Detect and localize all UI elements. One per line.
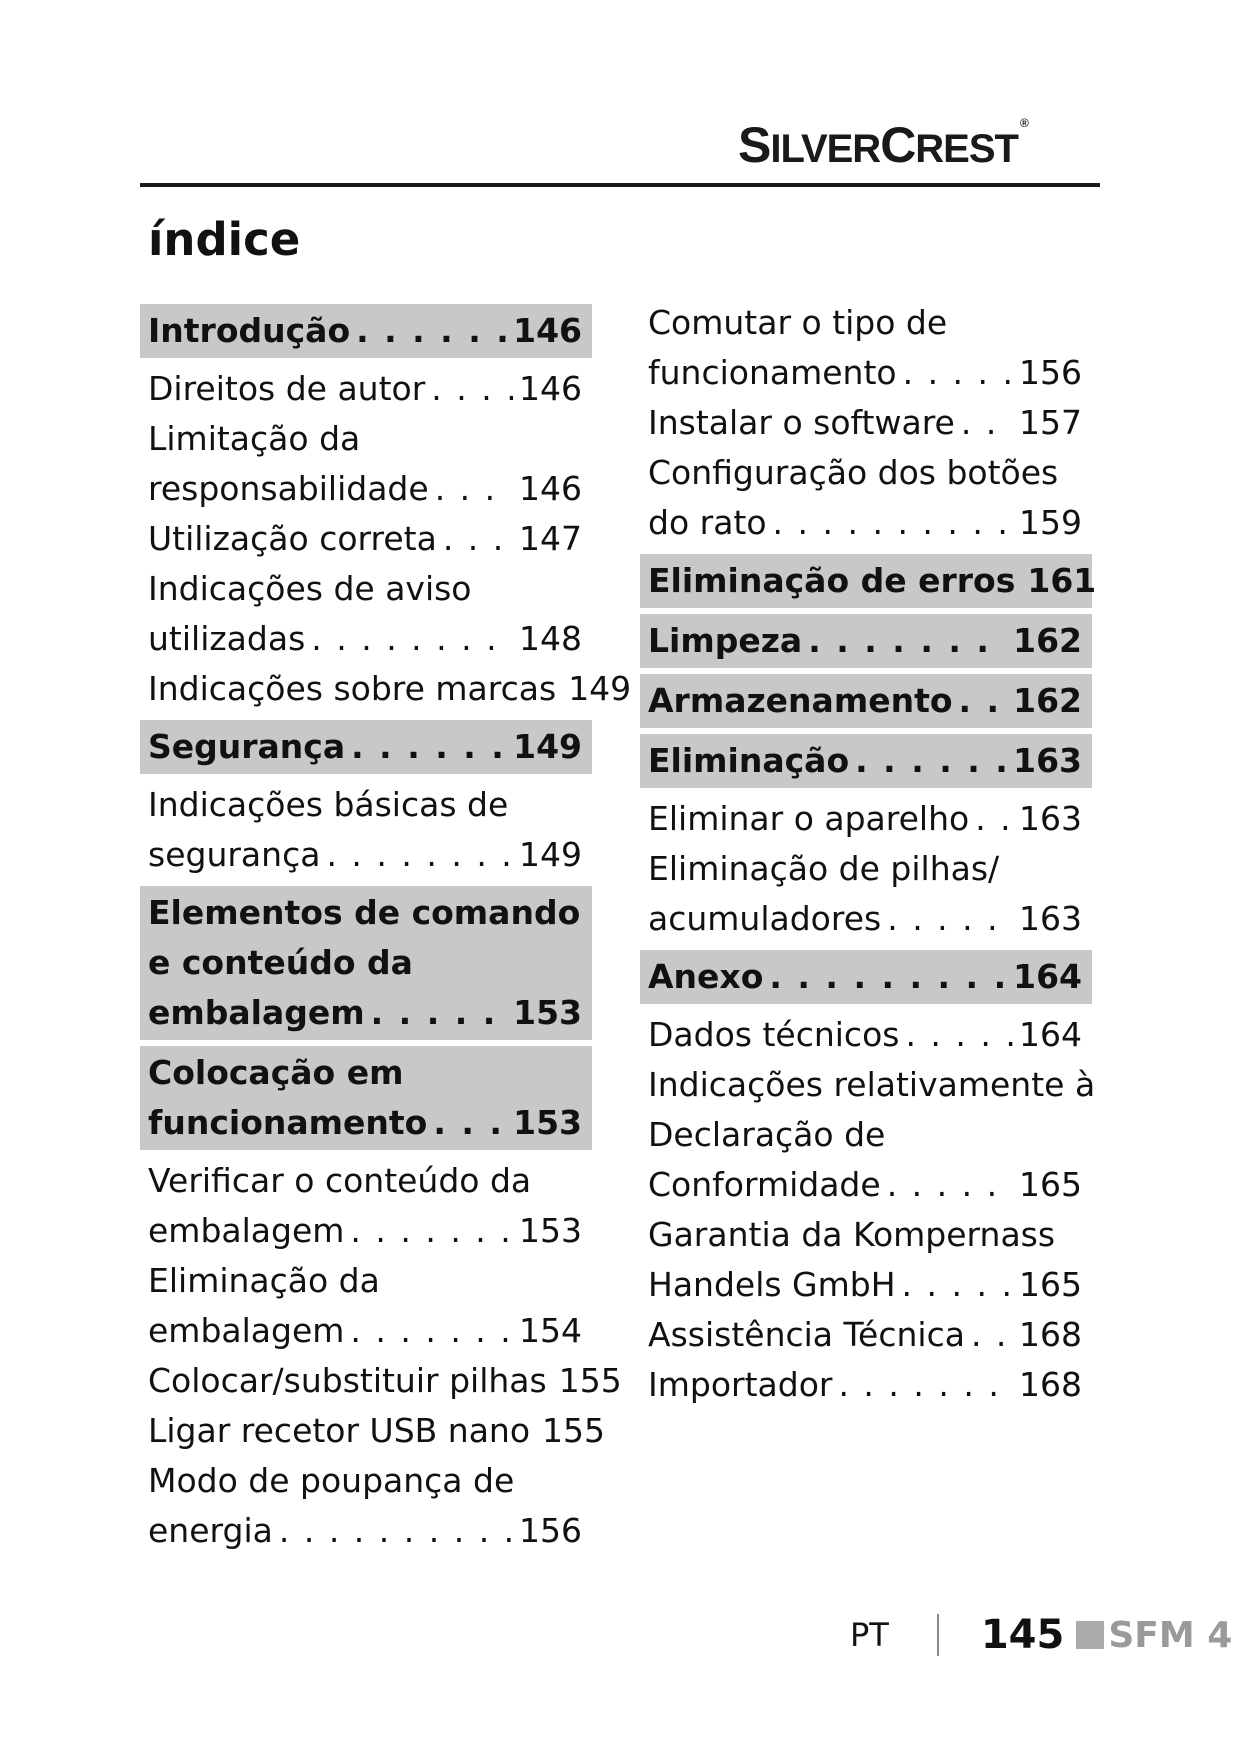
toc-line <box>148 1098 582 1148</box>
toc-line <box>148 830 582 880</box>
toc-entry-text: Utilização correta <box>148 519 437 558</box>
toc-line <box>648 1160 1082 1210</box>
header-rule <box>140 183 1100 187</box>
page-number: 145 <box>980 1612 1065 1658</box>
registered-mark: ® <box>1019 116 1028 130</box>
toc-entry-text: Colocar/substituir pilhas <box>148 1361 547 1400</box>
toc-subsection <box>640 1060 1096 1210</box>
toc-line <box>648 676 1082 726</box>
language-code: PT <box>850 1616 889 1654</box>
toc-entry-text: energia <box>148 1511 273 1550</box>
brand-letter: C <box>880 117 916 173</box>
toc-entry-text: acumuladores <box>648 899 882 938</box>
toc-page-number: 149 <box>519 835 582 874</box>
toc-section <box>640 614 1092 668</box>
dot-leader <box>887 894 1013 944</box>
toc-page-number: 146 <box>519 469 582 508</box>
toc-entry-text: Assistência Técnica <box>648 1315 965 1354</box>
toc-entry-text: Eliminação <box>648 741 850 780</box>
dot-leader <box>905 1010 1013 1060</box>
toc-line <box>148 888 582 938</box>
toc-line <box>148 514 582 564</box>
toc-subsection <box>140 564 592 664</box>
toc-subsection <box>640 448 1092 548</box>
toc-entry-text: funcionamento <box>148 1103 428 1142</box>
dot-leader <box>311 614 513 664</box>
dot-leader <box>961 398 1013 448</box>
toc-entry-text: Ligar recetor USB nano <box>148 1411 531 1450</box>
brand-logo <box>738 116 1028 174</box>
toc-line <box>148 988 582 1038</box>
toc-subsection <box>140 1156 592 1256</box>
toc-line <box>148 1506 582 1556</box>
toc-line <box>148 614 582 664</box>
toc-line <box>648 1010 1082 1060</box>
toc-section <box>140 1046 592 1150</box>
toc-section <box>140 720 592 774</box>
toc-subsection <box>140 364 592 414</box>
toc-page-number: 159 <box>1019 503 1082 542</box>
dot-leader <box>887 1160 1013 1210</box>
toc-subsection <box>140 780 592 880</box>
toc-entry-text: Garantia da Kompernass <box>648 1215 1056 1254</box>
toc-subsection <box>640 1310 1092 1360</box>
page-title: índice <box>148 213 301 266</box>
dot-leader <box>431 364 513 414</box>
toc-subsection <box>640 1010 1092 1060</box>
toc-line <box>148 664 632 714</box>
toc-entry-text: Comutar o tipo de <box>648 303 948 342</box>
toc-subsection <box>640 844 1092 944</box>
toc-page-number: 147 <box>519 519 582 558</box>
toc-page-number: 168 <box>1019 1315 1082 1354</box>
toc-page-number: 164 <box>1019 1015 1082 1054</box>
toc-page-number: 168 <box>1019 1365 1082 1404</box>
toc-line <box>648 616 1082 666</box>
dot-leader <box>350 1306 513 1356</box>
toc-line <box>148 1256 582 1306</box>
toc-entry-text: Introdução <box>148 311 351 350</box>
toc-subsection <box>640 1210 1092 1310</box>
toc-page-number: 162 <box>1013 681 1082 720</box>
toc-column-right <box>640 298 1097 1410</box>
toc-page-number: 149 <box>513 727 582 766</box>
toc-column-left <box>140 298 632 1556</box>
toc-entry-text: Indicações sobre marcas <box>148 669 557 708</box>
toc-page-number: 156 <box>1019 353 1082 392</box>
dot-leader <box>902 1260 1013 1310</box>
toc-section <box>640 674 1092 728</box>
toc-line <box>148 464 582 514</box>
toc-line <box>648 1260 1082 1310</box>
toc-entry-text: Direitos de autor <box>148 369 426 408</box>
toc-subsection <box>140 1356 622 1406</box>
dot-leader <box>838 1360 1013 1410</box>
toc-subsection <box>140 664 632 714</box>
toc-subsection <box>140 514 592 564</box>
toc-entry-text: Eliminação de erros <box>648 561 1016 600</box>
toc-entry-text: Segurança <box>148 727 346 766</box>
toc-line <box>648 1310 1082 1360</box>
toc-entry-text: e conteúdo da <box>148 943 413 982</box>
toc-entry-text: Indicações de aviso <box>148 569 472 608</box>
toc-entry-text: Armazenamento <box>648 681 953 720</box>
toc-page-number: 146 <box>513 311 582 350</box>
toc-page-number: 148 <box>519 619 582 658</box>
dot-leader <box>350 1206 513 1256</box>
brand-text: ILVER <box>770 127 881 171</box>
toc-page-number: 157 <box>1019 403 1082 442</box>
toc-page-number: 155 <box>558 1361 622 1400</box>
dot-leader <box>356 306 507 356</box>
toc-entry-text: funcionamento <box>648 353 897 392</box>
toc-subsection <box>140 1406 606 1456</box>
dot-leader <box>351 722 507 772</box>
toc-entry-text: Conformidade <box>648 1165 881 1204</box>
toc-line <box>648 1060 1096 1110</box>
dot-leader <box>279 1506 513 1556</box>
toc-subsection <box>140 414 592 514</box>
toc-line <box>148 722 582 772</box>
dot-leader <box>773 498 1013 548</box>
toc-line <box>648 448 1082 498</box>
toc-entry-text: segurança <box>148 835 321 874</box>
toc-page-number: 155 <box>542 1411 606 1450</box>
toc-line <box>648 1360 1082 1410</box>
toc-entry-text: Modo de poupança de <box>148 1461 515 1500</box>
toc-entry-text: Limpeza <box>648 621 803 660</box>
toc-line <box>148 780 582 830</box>
toc-entry-text: Verificar o conteúdo da <box>148 1161 532 1200</box>
toc-page-number: 162 <box>1013 621 1082 660</box>
toc-line <box>648 556 1097 606</box>
toc-subsection <box>640 794 1092 844</box>
toc-entry-text: Declaração de <box>648 1115 886 1154</box>
toc-subsection <box>640 1360 1092 1410</box>
toc-entry-text: Indicações básicas de <box>148 785 509 824</box>
toc-line <box>648 952 1082 1002</box>
toc-line <box>148 414 582 464</box>
toc-section <box>640 554 1097 608</box>
toc-line <box>648 894 1082 944</box>
toc-page-number: 154 <box>519 1311 582 1350</box>
toc-page-number: 153 <box>519 1211 582 1250</box>
toc-line <box>148 564 582 614</box>
toc-page-number: 153 <box>513 993 582 1032</box>
toc-entry-text: Elementos de comando <box>148 893 581 932</box>
dot-leader <box>435 464 513 514</box>
toc-line <box>648 348 1082 398</box>
dot-leader <box>959 676 1008 726</box>
toc-entry-text: embalagem <box>148 1211 345 1250</box>
toc-entry-text: embalagem <box>148 1311 345 1350</box>
toc-line <box>148 1306 582 1356</box>
toc-entry-text: Dados técnicos <box>648 1015 900 1054</box>
toc-page-number: 165 <box>1019 1265 1082 1304</box>
toc-entry-text: Instalar o software <box>648 403 955 442</box>
toc-line <box>148 1356 622 1406</box>
toc-section <box>140 886 592 1040</box>
toc-line <box>148 1048 582 1098</box>
toc-entry-text: Handels GmbH <box>648 1265 896 1304</box>
toc-page-number: 149 <box>568 669 632 708</box>
toc-subsection <box>140 1456 592 1556</box>
toc-line <box>648 1110 1082 1160</box>
footer-separator <box>937 1614 939 1656</box>
toc-entry-text: Configuração dos botões <box>648 453 1059 492</box>
toc-page-number: 165 <box>1019 1165 1082 1204</box>
dot-leader <box>443 514 513 564</box>
dot-leader <box>769 952 1007 1002</box>
dot-leader <box>326 830 513 880</box>
toc-entry-text: responsabilidade <box>148 469 429 508</box>
toc-line <box>648 844 1082 894</box>
toc-page-number: 163 <box>1013 741 1082 780</box>
toc-page-number: 156 <box>519 1511 582 1550</box>
dot-leader <box>971 1310 1013 1360</box>
toc-subsection <box>640 398 1092 448</box>
brand-letter: S <box>738 117 771 173</box>
page-footer <box>850 1612 1232 1658</box>
toc-entry-text: Eliminação de pilhas/ <box>648 849 1000 888</box>
dot-leader <box>903 348 1013 398</box>
toc-subsection <box>640 298 1092 398</box>
toc-page-number: 164 <box>1013 957 1082 996</box>
toc-line <box>648 794 1082 844</box>
dot-leader <box>433 1098 507 1148</box>
dot-leader <box>808 616 1007 666</box>
toc-page-number: 163 <box>1019 799 1082 838</box>
toc-line <box>148 1456 582 1506</box>
dot-leader <box>975 794 1013 844</box>
toc-entry-text: Anexo <box>648 957 764 996</box>
toc-page-number: 146 <box>519 369 582 408</box>
toc-entry-text: Indicações relativamente à <box>648 1065 1096 1104</box>
toc-page-number: 163 <box>1019 899 1082 938</box>
dot-leader <box>855 736 1007 786</box>
product-code: SFM 4 <box>1108 1614 1233 1656</box>
toc-line <box>148 306 582 356</box>
toc-line <box>648 398 1082 448</box>
toc-section <box>140 304 592 358</box>
toc-page-number: 153 <box>513 1103 582 1142</box>
toc-line <box>148 364 582 414</box>
toc-entry-text: Eliminação da <box>148 1261 380 1300</box>
toc-line <box>148 938 582 988</box>
toc-line <box>148 1156 582 1206</box>
toc-entry-text: embalagem <box>148 993 365 1032</box>
toc-entry-text: Colocação em <box>148 1053 404 1092</box>
dot-leader <box>371 988 507 1038</box>
toc-subsection <box>140 1256 592 1356</box>
toc-entry-text: Eliminar o aparelho <box>648 799 970 838</box>
toc-page-number: 161 <box>1027 561 1097 600</box>
toc-line <box>648 736 1082 786</box>
toc-entry-text: Limitação da <box>148 419 361 458</box>
toc-entry-text: do rato <box>648 503 767 542</box>
toc-entry-text: utilizadas <box>148 619 306 658</box>
toc-section <box>640 734 1092 788</box>
gray-square-icon <box>1076 1621 1104 1649</box>
toc-line <box>148 1406 606 1456</box>
toc-line <box>148 1206 582 1256</box>
toc-entry-text: Importador <box>648 1365 833 1404</box>
toc-section <box>640 950 1092 1004</box>
brand-text: REST <box>915 127 1018 171</box>
toc-line <box>648 498 1082 548</box>
toc-line <box>648 1210 1082 1260</box>
toc-line <box>648 298 1082 348</box>
